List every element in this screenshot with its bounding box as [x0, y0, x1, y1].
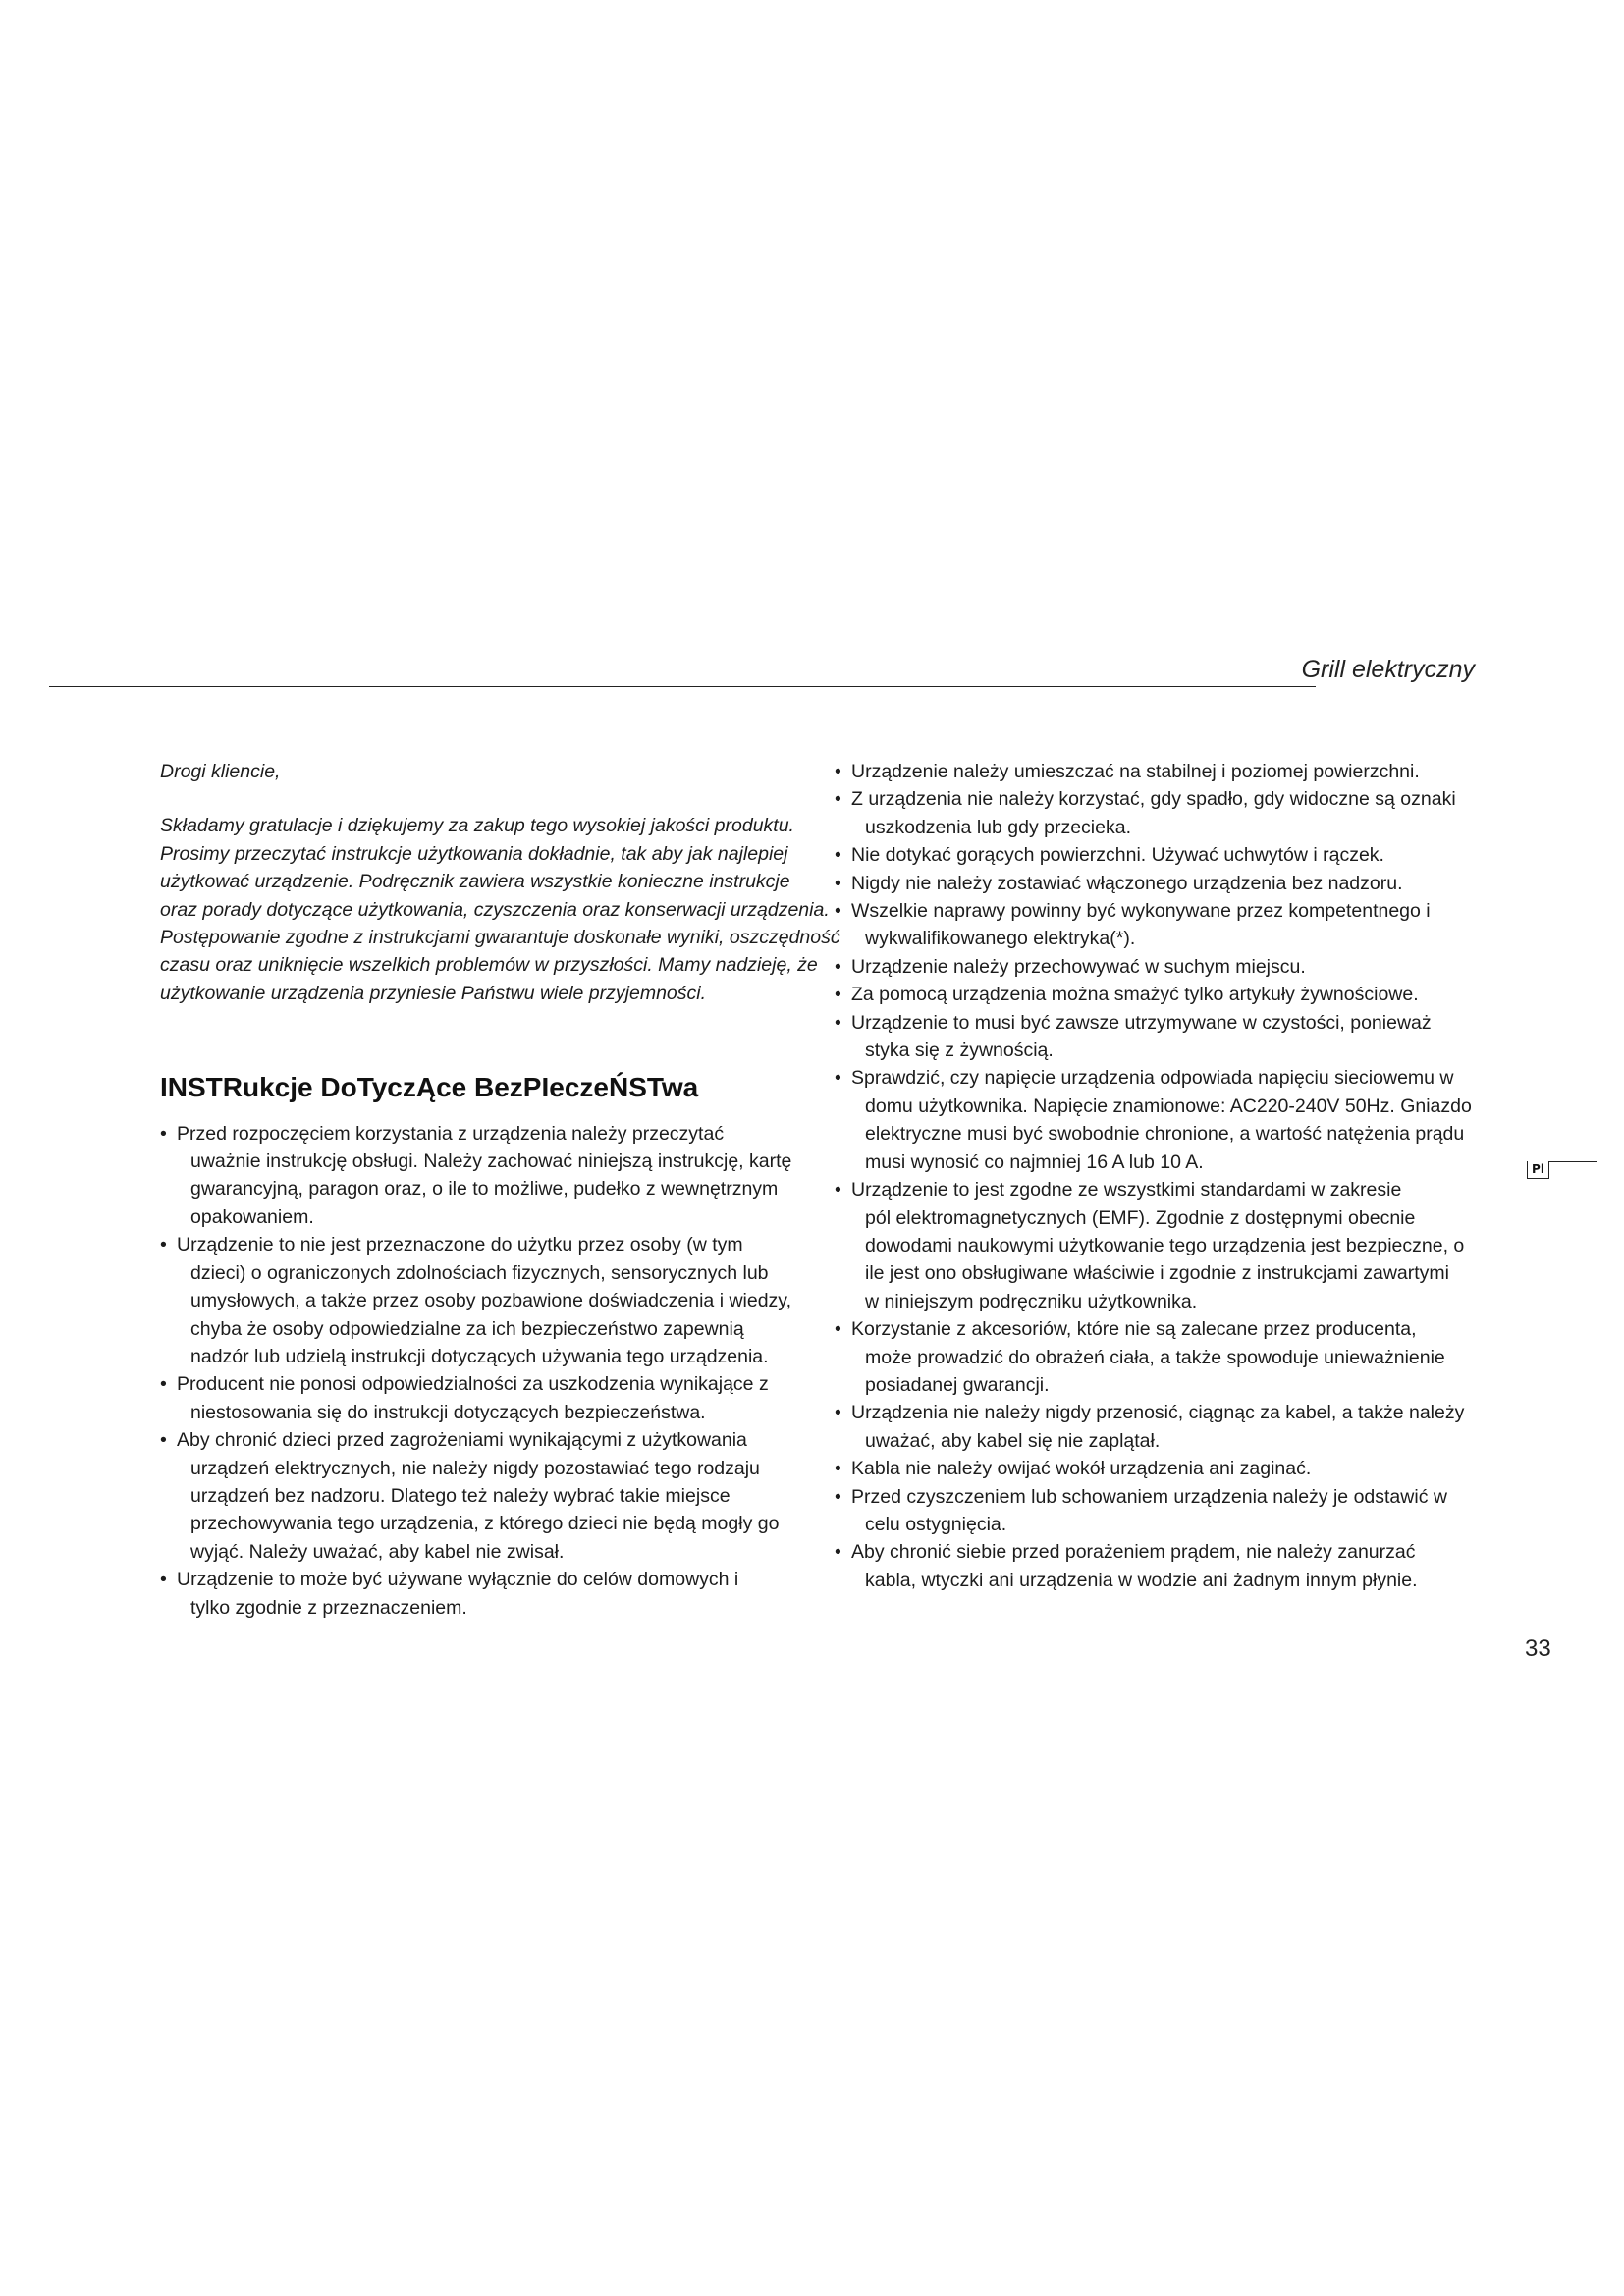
page-number: 33 — [1525, 1635, 1551, 1662]
item-line: tylko zgodnie z przeznaczeniem. — [190, 1596, 467, 1619]
item-line: urządzeń elektrycznych, nie należy nigdy pozostawiać tego rodzaju — [190, 1457, 760, 1479]
safety-item — [835, 1064, 1492, 1176]
item-line: chyba że osoby odpowiedzialne za ich bezpieczeństwo zapewnią — [190, 1317, 744, 1340]
safety-item — [835, 1455, 1492, 1482]
intro-line: Składamy gratulacje i dziękujemy za zakup tego wysokiej jakości produktu. — [160, 815, 794, 837]
document-title: Grill elektryczny — [1301, 656, 1475, 683]
safety-item — [835, 785, 1492, 841]
safety-item — [835, 1009, 1492, 1065]
safety-list-left — [160, 1120, 828, 1622]
safety-item — [835, 1176, 1492, 1315]
safety-item — [160, 1370, 828, 1426]
item-line: • Korzystanie z akcesoriów, które nie są zalecane przez producenta, — [851, 1318, 1417, 1341]
safety-section-heading: INSTRukcje DoTyczĄce BezPIeczeŃSTwa — [160, 1072, 699, 1103]
safety-item — [160, 1566, 828, 1622]
item-line: • Za pomocą urządzenia można smażyć tylko artykuły żywnościowe. — [851, 984, 1419, 1006]
item-line: kabla, wtyczki ani urządzenia w wodzie ani żadnym innym płynie. — [865, 1569, 1418, 1591]
item-line: posiadanej gwarancji. — [865, 1373, 1050, 1396]
intro-line: czasu oraz uniknięcie wszelkich problemów w przyszłości. Mamy nadzieję, że — [160, 954, 818, 977]
item-line: • Urządzenie to jest zgodne ze wszystkimi standardami w zakresie — [851, 1179, 1402, 1201]
left-column — [160, 758, 840, 1622]
right-column — [835, 758, 1492, 1594]
item-line: • Sprawdzić, czy napięcie urządzenia odpowiada napięciu sieciowemu w — [851, 1067, 1454, 1090]
item-line: może prowadzić do obrażeń ciała, a także spowoduje unieważnienie — [865, 1346, 1445, 1368]
item-line: elektryczne musi być swobodnie chronione, a wartość natężenia prądu — [865, 1123, 1465, 1146]
safety-item — [160, 1426, 828, 1566]
item-line: musi wynosić co najmniej 16 A lub 10 A. — [865, 1150, 1204, 1173]
item-line: umysłowych, a także przez osoby pozbawione doświadczenia i wiedzy, — [190, 1290, 792, 1312]
item-line: • Nigdy nie należy zostawiać włączonego urządzenia bez nadzoru. — [851, 872, 1403, 894]
item-line: niestosowania się do instrukcji dotyczących bezpieczeństwa. — [190, 1401, 706, 1423]
item-line: opakowaniem. — [190, 1205, 314, 1228]
item-line: styka się z żywnością. — [865, 1040, 1054, 1062]
safety-item — [160, 1120, 828, 1232]
item-line: • Urządzenie to nie jest przeznaczone do użytku przez osoby (w tym — [177, 1234, 743, 1256]
item-line: domu użytkownika. Napięcie znamionowe: AC220-240V 50Hz. Gniazdo — [865, 1095, 1472, 1117]
header-rule — [49, 686, 1316, 687]
item-line: dzieci) o ograniczonych zdolnościach fizycznych, sensorycznych lub — [190, 1261, 769, 1284]
item-line: nadzór lub udzielą instrukcji dotyczących używania tego urządzenia. — [190, 1345, 769, 1367]
item-line: uszkodzenia lub gdy przecieka. — [865, 816, 1131, 838]
safety-item — [835, 897, 1492, 953]
item-line: gwarancyjną, paragon oraz, o ile to możliwe, pudełko z wewnętrznym — [190, 1178, 779, 1201]
item-line: • Urządzenie to musi być zawsze utrzymywane w czystości, ponieważ — [851, 1011, 1432, 1034]
safety-item — [835, 953, 1492, 981]
intro-line: oraz porady dotyczące użytkowania, czyszczenia oraz konserwacji urządzenia. — [160, 898, 830, 921]
item-line: • Przed rozpoczęciem korzystania z urządzenia należy przeczytać — [177, 1122, 725, 1145]
item-line: urządzeń bez nadzoru. Dlatego też należy wybrać takie miejsce — [190, 1484, 731, 1507]
item-line: celu ostygnięcia. — [865, 1513, 1007, 1535]
item-line: • Urządzenia nie należy nigdy przenosić, ciągnąc za kabel, a także należy — [851, 1402, 1465, 1424]
item-line: • Wszelkie naprawy powinny być wykonywane przez kompetentnego i — [851, 900, 1431, 923]
item-line: wykwalifikowanego elektryka(*). — [865, 928, 1136, 950]
safety-item — [835, 870, 1492, 897]
item-line: • Z urządzenia nie należy korzystać, gdy spadło, gdy widoczne są oznaki — [851, 788, 1456, 811]
item-line: przechowywania tego urządzenia, z którego dzieci nie będą mogły go — [190, 1513, 780, 1535]
safety-item — [835, 981, 1492, 1008]
item-line: pól elektromagnetycznych (EMF). Zgodnie z dostępnymi obecnie — [865, 1206, 1416, 1229]
safety-item — [160, 1231, 828, 1370]
item-line: dowodami naukowymi użytkowanie tego urządzenia jest bezpieczne, o — [865, 1234, 1465, 1256]
item-line: • Przed czyszczeniem lub schowaniem urządzenia należy je odstawić w — [851, 1485, 1447, 1508]
item-line: • Urządzenie to może być używane wyłącznie do celów domowych i — [177, 1569, 739, 1591]
letter-intro — [160, 812, 840, 1007]
safety-list-right — [835, 758, 1492, 1594]
item-line: • Aby chronić dzieci przed zagrożeniami wynikającymi z użytkowania — [177, 1429, 747, 1452]
item-line: uważać, aby kabel się nie zaplątał. — [865, 1429, 1161, 1452]
item-line: • Aby chronić siebie przed porażeniem prądem, nie należy zanurzać — [851, 1541, 1416, 1564]
safety-item — [835, 1538, 1492, 1594]
item-line: uważnie instrukcję obsługi. Należy zachować niniejszą instrukcję, kartę — [190, 1150, 792, 1173]
intro-line: Postępowanie zgodne z instrukcjami gwarantuje doskonałe wyniki, oszczędność — [160, 927, 840, 949]
item-line: w niniejszym podręczniku użytkownika. — [865, 1290, 1198, 1312]
item-line: ile jest ono obsługiwane właściwie i zgodnie z instrukcjami zawartymi — [865, 1262, 1449, 1285]
safety-item — [835, 1315, 1492, 1399]
letter-greeting: Drogi kliencie, — [160, 761, 281, 782]
item-line: • Nie dotykać gorących powierzchni. Używać uchwytów i rączek. — [851, 844, 1384, 867]
language-tab-line — [1548, 1161, 1597, 1162]
intro-line: Prosimy przeczytać instrukcje użytkowania dokładnie, tak aby jak najlepiej — [160, 842, 788, 865]
item-line: • Producent nie ponosi odpowiedzialności za uszkodzenia wynikające z — [177, 1373, 769, 1396]
intro-line: użytkowanie urządzenia przyniesie Państwu wiele przyjemności. — [160, 982, 707, 1004]
language-tab-label: Pl — [1527, 1161, 1549, 1179]
item-line: • Urządzenie należy umieszczać na stabilnej i poziomej powierzchni. — [851, 761, 1420, 782]
safety-item — [835, 841, 1492, 869]
language-tab — [1527, 1161, 1597, 1179]
item-line: • Urządzenie należy przechowywać w suchym miejscu. — [851, 955, 1306, 978]
item-line: wyjąć. Należy uważać, aby kabel nie zwisał. — [190, 1540, 565, 1563]
safety-item — [835, 1483, 1492, 1539]
item-line: • Kabla nie należy owijać wokół urządzenia ani zaginać. — [851, 1458, 1312, 1480]
intro-line: użytkować urządzenie. Podręcznik zawiera wszystkie konieczne instrukcje — [160, 871, 790, 893]
safety-item — [835, 1399, 1492, 1455]
safety-item — [835, 758, 1492, 785]
